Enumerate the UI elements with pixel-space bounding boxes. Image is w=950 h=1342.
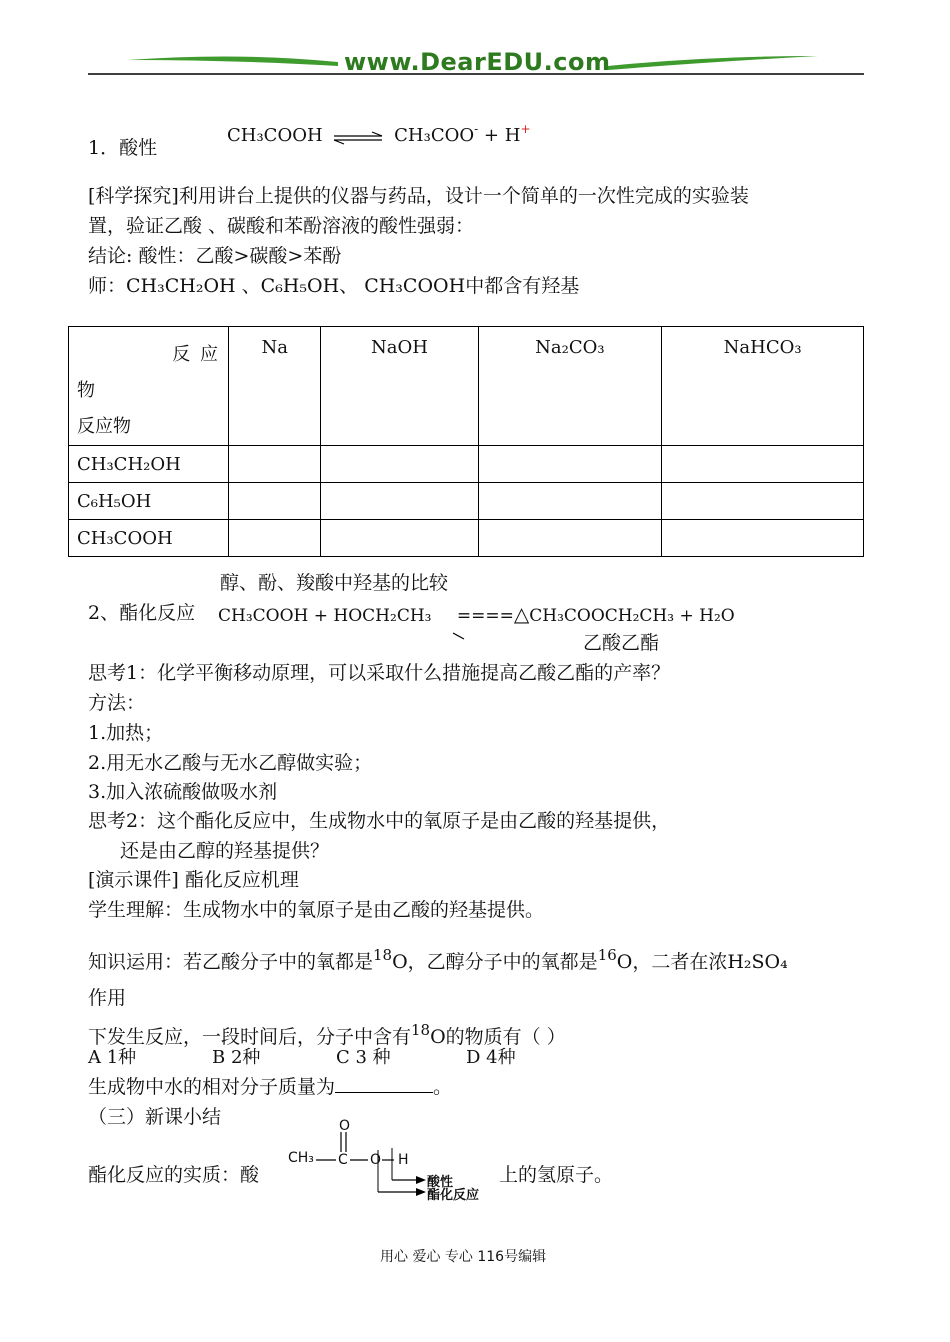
isotope-16: 16	[597, 946, 617, 964]
compound-ethanol: CH₃CH₂OH	[126, 275, 236, 297]
table-caption: 醇、酚、羧酸中羟基的比较	[220, 572, 449, 594]
product-name: 乙酸乙酯	[583, 632, 660, 654]
table-cell	[229, 446, 321, 483]
answer-blank	[335, 1074, 433, 1093]
method-item: 3.加入浓硫酸做吸水剂	[88, 781, 278, 803]
logo-text: www.DearEDU.com	[344, 48, 611, 76]
method-item: 2.用无水乙酸与无水乙醇做实验；	[88, 752, 373, 774]
label-acidity: 酸性	[427, 1175, 454, 1190]
method-item: 1.加热；	[88, 722, 164, 744]
knowledge-line1	[88, 942, 788, 975]
knowledge-line3-suffix: O的物质有（ ）	[430, 1026, 566, 1048]
essence-prefix: 酯化反应的实质：酸	[88, 1164, 260, 1186]
option-c: C 3 种	[336, 1047, 391, 1068]
sulfuric-acid: H₂SO₄	[727, 951, 788, 973]
teacher-line	[88, 273, 579, 299]
table-row-label: C₆H₅OH	[69, 483, 229, 520]
think2-line2: 还是由乙醇的羟基提供？	[120, 840, 330, 862]
compound-acetic-acid: CH₃COOH	[364, 275, 466, 297]
hydrogen-atom: H	[398, 1152, 409, 1168]
table-cell	[321, 520, 478, 557]
table-cell	[321, 446, 478, 483]
water-mass-text: 生成物中水的相对分子质量为	[88, 1076, 336, 1098]
table-row-label: CH₃CH₂OH	[69, 446, 229, 483]
isotope-18: 18	[373, 946, 393, 964]
method-title: 方法：	[88, 692, 146, 714]
ester-arrow-tick	[452, 625, 466, 633]
carbonyl-oxygen: O	[339, 1118, 351, 1134]
table-cell	[229, 483, 321, 520]
water-mass-line	[88, 1074, 452, 1100]
header-logo	[88, 44, 864, 80]
table-header: NaHCO₃	[662, 327, 864, 446]
option-d: D 4种	[466, 1047, 516, 1068]
section1-title: 1．酸性	[88, 137, 158, 159]
ester-arrow: ====	[456, 606, 514, 626]
methyl-group: CH₃	[288, 1150, 314, 1166]
table-cell	[662, 520, 864, 557]
table-cell	[321, 483, 478, 520]
acid-equation	[227, 122, 531, 146]
eq-plus-h: + H	[483, 125, 521, 146]
table-header: NaOH	[321, 327, 478, 446]
summary-title: （三）新课小结	[88, 1106, 222, 1128]
acetic-acid-structure	[286, 1118, 500, 1204]
isotope-18: 18	[411, 1021, 431, 1039]
eq-left: CH₃COOH	[227, 125, 323, 146]
compound-phenol: C₆H₅OH	[260, 275, 340, 297]
table-cell	[662, 483, 864, 520]
teacher-prefix: 师：	[88, 275, 127, 297]
water-mass-end: 。	[433, 1076, 453, 1098]
label-esterification: 酯化反应	[427, 1188, 480, 1203]
table-cell	[229, 520, 321, 557]
student-line: 学生理解：生成物水中的氧原子是由乙酸的羟基提供。	[88, 899, 545, 921]
table-row-label: CH₃COOH	[69, 520, 229, 557]
option-a: A 1种	[88, 1047, 137, 1068]
ester-rhs: CH₃COOCH₂CH₃ + H₂O	[529, 606, 735, 626]
corner-line3: 反应物	[77, 416, 131, 437]
option-b: B 2种	[212, 1047, 261, 1068]
ester-equation	[218, 602, 735, 626]
ester-label: 2、酯化反应	[88, 602, 196, 624]
separator: 、	[235, 275, 261, 297]
separator: 、	[339, 275, 365, 297]
teacher-suffix: 中都含有羟基	[465, 275, 580, 297]
demo-line: [演示课件] 酯化反应机理	[88, 869, 299, 891]
table-cell	[478, 520, 662, 557]
conclusion: 结论: 酸性：乙酸>碳酸>苯酚	[88, 245, 342, 267]
eq-right: CH₃COO	[394, 125, 475, 146]
inquiry-line2: 置，验证乙酸 、碳酸和苯酚溶液的酸性强弱：	[88, 215, 475, 237]
table-corner-cell	[69, 327, 229, 446]
carbon-atom: C	[338, 1152, 348, 1168]
comparison-table	[68, 326, 864, 557]
footer: 用心 爱心 专心 116号编辑	[380, 1249, 547, 1265]
table-cell	[478, 446, 662, 483]
heat-triangle-icon: △	[513, 602, 530, 626]
knowledge-line3-prefix: 下发生反应，一段时间后，分子中含有	[88, 1026, 412, 1048]
hydroxyl-oxygen: O	[370, 1152, 382, 1168]
table-cell	[662, 446, 864, 483]
equilibrium-arrow-icon	[332, 129, 384, 143]
knowledge-mid2: O，二者在浓	[616, 951, 728, 973]
eq-minus: -	[474, 122, 479, 136]
eq-hplus: +	[520, 122, 531, 136]
table-header: Na₂CO₃	[478, 327, 662, 446]
knowledge-mid1: O，乙醇分子中的氧都是	[392, 951, 598, 973]
ester-lhs: CH₃COOH + HOCH₂CH₃	[218, 606, 432, 626]
knowledge-line2: 作用	[88, 987, 127, 1009]
table-header: Na	[229, 327, 321, 446]
think2-line1: 思考2：这个酯化反应中，生成物水中的氧原子是由乙酸的羟基提供，	[88, 810, 671, 832]
corner-line2: 物	[77, 380, 95, 401]
knowledge-prefix: 知识运用：若乙酸分子中的氧都是	[88, 951, 374, 973]
corner-line1: 反 应	[172, 344, 220, 365]
inquiry-line1: [科学探究]利用讲台上提供的仪器与药品，设计一个简单的一次性完成的实验装	[88, 185, 749, 207]
think1: 思考1：化学平衡移动原理，可以采取什么措施提高乙酸乙酯的产率？	[88, 662, 671, 684]
essence-suffix: 上的氢原子。	[499, 1164, 614, 1186]
table-cell	[478, 483, 662, 520]
